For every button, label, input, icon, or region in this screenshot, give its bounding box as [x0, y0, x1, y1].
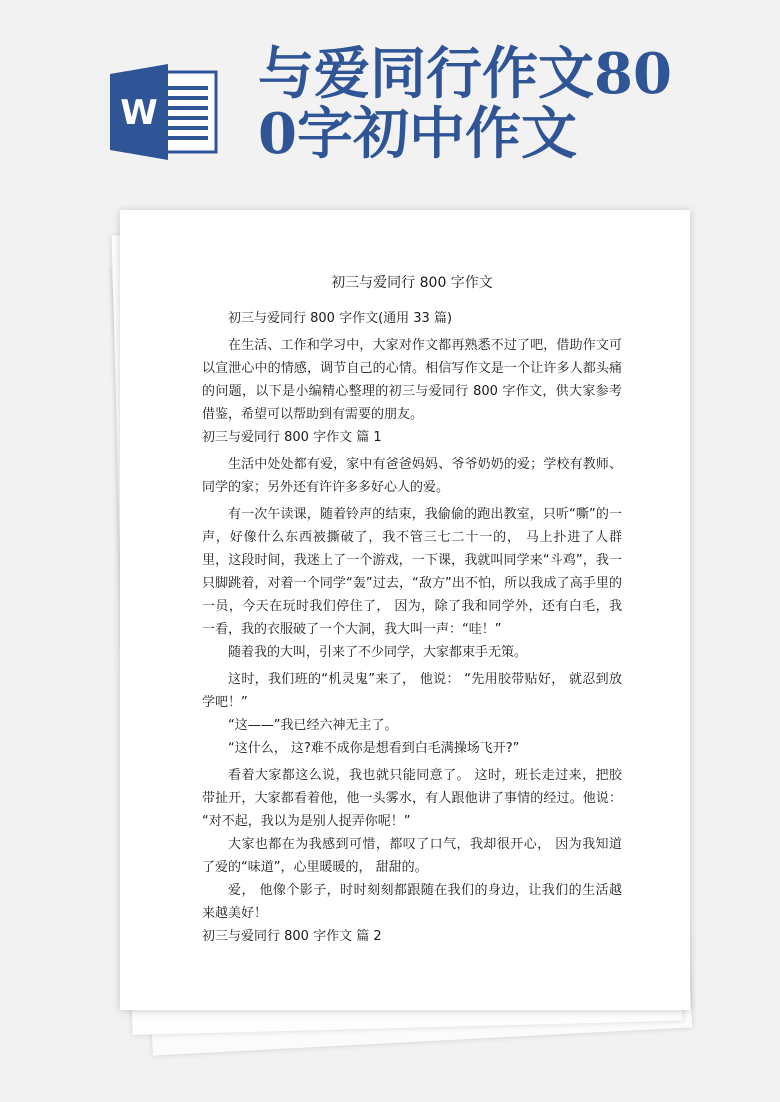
- logo-letter: W: [120, 93, 158, 133]
- paragraph: 随着我的大叫，引来了不少同学，大家都束手无策。: [228, 645, 528, 660]
- document-body: [202, 272, 622, 952]
- paragraph: 看着大家都这么说，我也就只能同意了。 这时，班长走过来，把胶带扯开，大家都看着他，他一头雾水，有人跟他讲了事情的经过。他说： “对不起，我以为是别人捉弄你呢！”: [202, 768, 622, 829]
- intro-paragraph: 在生活、工作和学习中，大家对作文都再熟悉不过了吧，借助作文可以宣泄心中的情感，调节自己的心情。相信写作文是一个让许多人都头痛的问题，以下是小编精心整理的初三与爱同行 800 字作文，供大家参考借鉴，希望可以帮助到有需要的朋友。: [202, 338, 622, 422]
- document-page: [120, 210, 690, 1010]
- paragraph: “这——”我已经六神无主了。: [228, 718, 398, 733]
- paragraph: 这时，我们班的“机灵鬼”来了， 他说： “先用胶带贴好， 就忍到放学吧！”: [202, 672, 622, 710]
- paragraph: 有一次午读课，随着铃声的结束，我偷偷的跑出教室，只听“嘶”的一声，好像什么东西被撕破了，我不管三七二十一的， 马上扑进了人群里，这段时间，我迷上了一个游戏，一下课，我就叫同学来“斗鸡”，我一只脚跳着，对着一个同学“轰”过去，“敌方”出不怕，所以我成了高手里的一员，今天在玩时我们停住了， 因为，除了我和同学外，还有白毛，我一看，我的衣服破了一个大洞，我大叫一声：“哇！”: [202, 507, 622, 637]
- word-document-icon: [110, 64, 220, 160]
- document-subtitle: 初三与爱同行 800 字作文(通用 33 篇): [228, 311, 453, 326]
- section-heading-1: 初三与爱同行 800 字作文 篇 1: [202, 430, 382, 445]
- section-heading-2: 初三与爱同行 800 字作文 篇 2: [202, 929, 382, 944]
- paragraph: 爱， 他像个影子，时时刻刻都跟随在我们的身边，让我们的生活越来越美好！: [202, 883, 622, 921]
- header: [0, 0, 780, 200]
- page-title: 与爱同行作文800字初中作文: [258, 41, 672, 167]
- paragraph: “这什么， 这?难不成你是想看到白毛满操场飞开?”: [228, 741, 520, 756]
- paragraph: 大家也都在为我感到可惜，都叹了口气，我却很开心， 因为我知道了爱的“味道”，心里暖暖的， 甜甜的。: [202, 837, 622, 875]
- paragraph: 生活中处处都有爱，家中有爸爸妈妈、爷爷奶奶的爱；学校有教师、同学的家；另外还有许许多多好心人的爱。: [202, 457, 622, 495]
- document-title: 初三与爱同行 800 字作文: [331, 275, 493, 291]
